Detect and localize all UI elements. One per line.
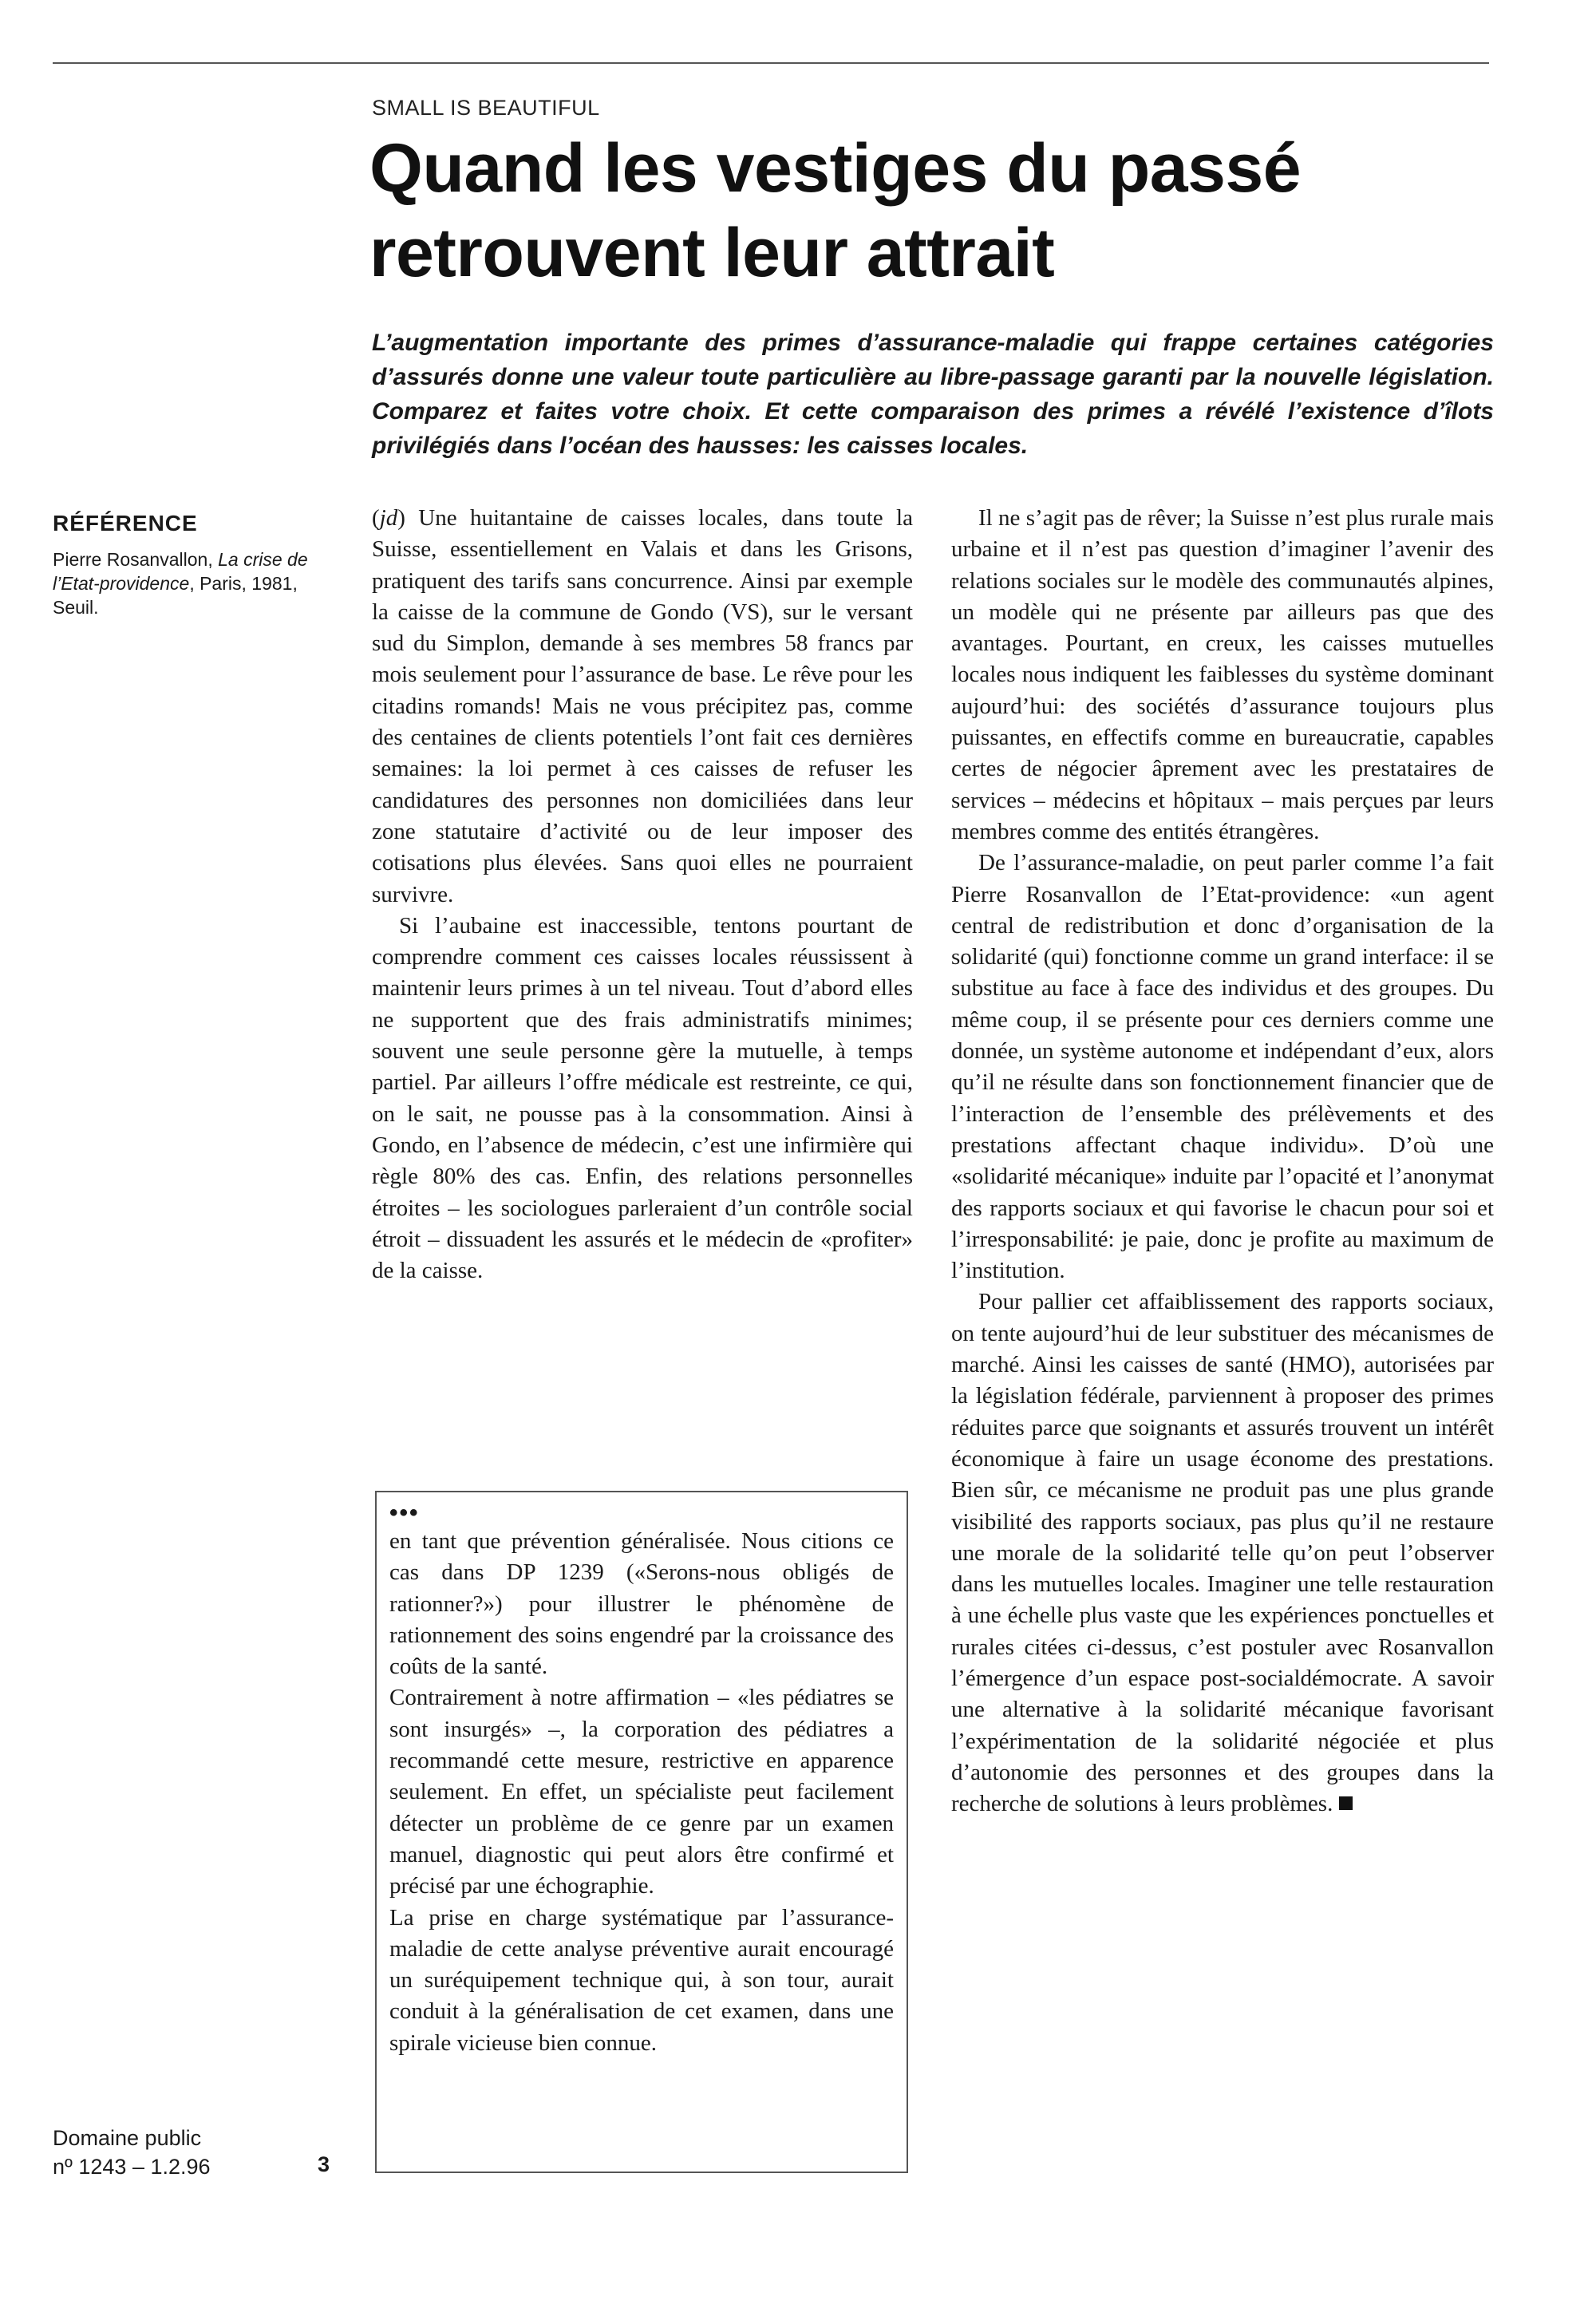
box-paragraph-2: Contrairement à notre affirmation – «les pédiatres se sont insurgés» –, la corporation des pédiatres a recommandé cette mesure, restrictive en apparence seulement. En effet, un spécialiste peut facilement détecter un problème de ce genre par un examen manuel, diagnostic qui peut alors être confirmé et précisé par une échographie.	[389, 1685, 894, 1899]
article-column-right	[951, 503, 1494, 1820]
article-paragraph-5-text: Pour pallier cet affaiblissement des rapports sociaux, on tente aujourd’hui de leur substituer des mécanismes de marché. Ainsi les caisses de santé (HMO), autorisées par la législation fédérale, parviennent à proposer des primes réduites parce que soignants et assurés trouvent un intérêt économique à faire un usage économe des prestations. Bien sûr, ce mécanisme ne produit pas une plus grande visibilité des rapports sociaux, pas plus qu’il ne restaure une morale de la solidarité telle qu’on peut l’observer dans les mutuelles locales. Imaginer une telle restauration à une échelle plus vaste que les expériences ponctuelles et rurales citées ci-dessus, c’est postuler avec Rosanvallon l’émergence d’un espace post-socialdémocrate. A savoir une alternative à la solidarité mécanique favorisant l’expérimentation de la solidarité négociée et plus d’autonomie des personnes et des groupes dans la recherche de solutions à leurs problèmes.	[951, 1289, 1494, 1817]
reference-sidebar	[53, 511, 324, 619]
footer	[53, 2124, 211, 2181]
box-paragraph-1: en tant que prévention généralisée. Nous citions ce cas dans DP 1239 («Serons-nous obligés de rationner?») pour illustrer le phénomène de rationnement des soins engendré par la croissance des coûts de la santé.	[389, 1528, 894, 1680]
reference-author: Pierre Rosanvallon,	[53, 549, 219, 570]
end-mark-icon	[1339, 1796, 1353, 1810]
article-paragraph-5	[951, 1286, 1494, 1820]
box-paragraph-3: La prise en charge systématique par l’assurance-maladie de cette analyse préventive aurait encouragé un suréquipement technique qui, à son tour, aurait conduit à la généralisation de cet examen, dans une spirale vicieuse bien connue.	[389, 1904, 894, 2056]
headline-line-1: Quand les vestiges du passé	[369, 130, 1302, 207]
continuation-marker: •••	[389, 1500, 420, 1526]
chapeau: L’augmentation importante des primes d’assurance-maladie qui frappe certaines catégories d’assurés donne une valeur toute particulière au libre-passage garanti par la nouvelle législation. Comparez et faites votre choix. Et cette comparaison des primes a révélé l’existence d’îlots privilégiés dans l’océan des hausses: les caisses locales.	[372, 330, 1494, 459]
reference-text	[53, 547, 324, 619]
reference-details: , Paris, 1981, Seuil.	[53, 573, 298, 618]
article-column-left	[372, 503, 913, 1286]
issue-info: nº 1243 – 1.2.96	[53, 2155, 211, 2179]
publication-name: Domaine public	[53, 2126, 202, 2150]
byline: jd	[379, 505, 398, 531]
article-paragraph-2: Si l’aubaine est inaccessible, tentons pourtant de comprendre comment ces caisses locales réussissent à maintenir leurs primes à un tel niveau. Tout d’abord elles ne supportent que des frais administratifs minimes; souvent une seule personne gère la mutuelle, à temps partiel. Par ailleurs l’offre médicale est restreinte, ce qui, on le sait, ne pousse pas à la consommation. Ainsi à Gondo, en l’absence de médecin, c’est une infirmière qui règle 80% des cas. Enfin, des relations personnelles étroites – les sociologues parleraient d’un contrôle social étroit – dissuadent les assurés et le médecin de «profiter» de la caisse.	[372, 912, 913, 1284]
article-paragraph-1: (jd) Une huitantaine de caisses locales, dans toute la Suisse, essentiellement en Valais et dans les Grisons, pratiquent des tarifs sans concurrence. Ainsi par exemple la caisse de la commune de Gondo (VS), sur le versant sud du Simplon, demande à ses membres 58 francs par mois seulement pour l’assurance de base. Le rêve pour les citadins romands! Mais ne vous précipitez pas, comme des centaines de clients potentiels l’ont fait ces dernières semaines: la loi permet à ces caisses de refuser les candidatures des personnes non domiciliées dans leur zone statutaire d’activité ou de leur imposer des cotisations plus élevées. Sans quoi elles ne pourraient survivre.	[372, 505, 913, 907]
correction-box	[375, 1491, 908, 2173]
reference-title: RÉFÉRENCE	[53, 511, 198, 535]
article-paragraph-1-text: Une huitantaine de caisses locales, dans toute la Suisse, essentiellement en Valais et dans les Grisons, pratiquent des tarifs sans concurrence. Ainsi par exemple la caisse de la commune de Gondo (VS), sur le versant sud du Simplon, demande à ses membres 58 francs par mois seulement pour l’assurance de base. Le rêve pour les citadins romands! Mais ne vous précipitez pas, comme des centaines de clients potentiels l’ont fait ces dernières semaines: la loi permet à ces caisses de refuser les candidatures des personnes non domiciliées dans leur zone statutaire d’activité ou de leur imposer des cotisations plus élevées. Sans quoi elles ne pourraient survivre.	[372, 505, 913, 907]
page-number: 3	[318, 2152, 330, 2176]
top-rule	[53, 62, 1489, 64]
article-paragraph-4: De l’assurance-maladie, on peut parler comme l’a fait Pierre Rosanvallon de l’Etat-providence: «un agent central de redistribution et donc d’organisation de la solidarité (qui) fonctionne comme un grand interface: il se substitue au face à face des individus et des groupes. Du même coup, il se présente pour ces derniers comme une donnée, un système autonome et indépendant d’eux, alors qu’il ne résulte dans son fonctionnement financier que de l’interaction de l’ensemble des prélèvements et des prestations affectant chaque individu». D’où une «solidarité mécanique» induite par l’opacité et l’anonymat des rapports sociaux et qui favorise le chacun pour soi et l’irresponsabilité: je paie, donc je profite au maximum de l’institution.	[951, 850, 1494, 1284]
article-paragraph-3: Il ne s’agit pas de rêver; la Suisse n’est plus rurale mais urbaine et il n’est pas question d’imaginer l’avenir des relations sociales sur le modèle des communautés alpines, un modèle qui ne présente par ailleurs pas que des avantages. Pourtant, en creux, les caisses mutuelles locales nous indiquent les faiblesses du système dominant aujourd’hui: des sociétés d’assurance toujours plus puissantes, en effectifs comme en bureaucratie, capables certes de négocier âprement avec les prestataires de services – médecins et hôpitaux – mais perçues par leurs membres comme des entités étrangères.	[951, 505, 1494, 844]
reference-book: La crise de l’Etat-providence	[53, 549, 308, 594]
headline	[369, 126, 1487, 295]
kicker: SMALL IS BEAUTIFUL	[372, 96, 600, 120]
headline-line-2: retrouvent leur attrait	[369, 215, 1055, 291]
